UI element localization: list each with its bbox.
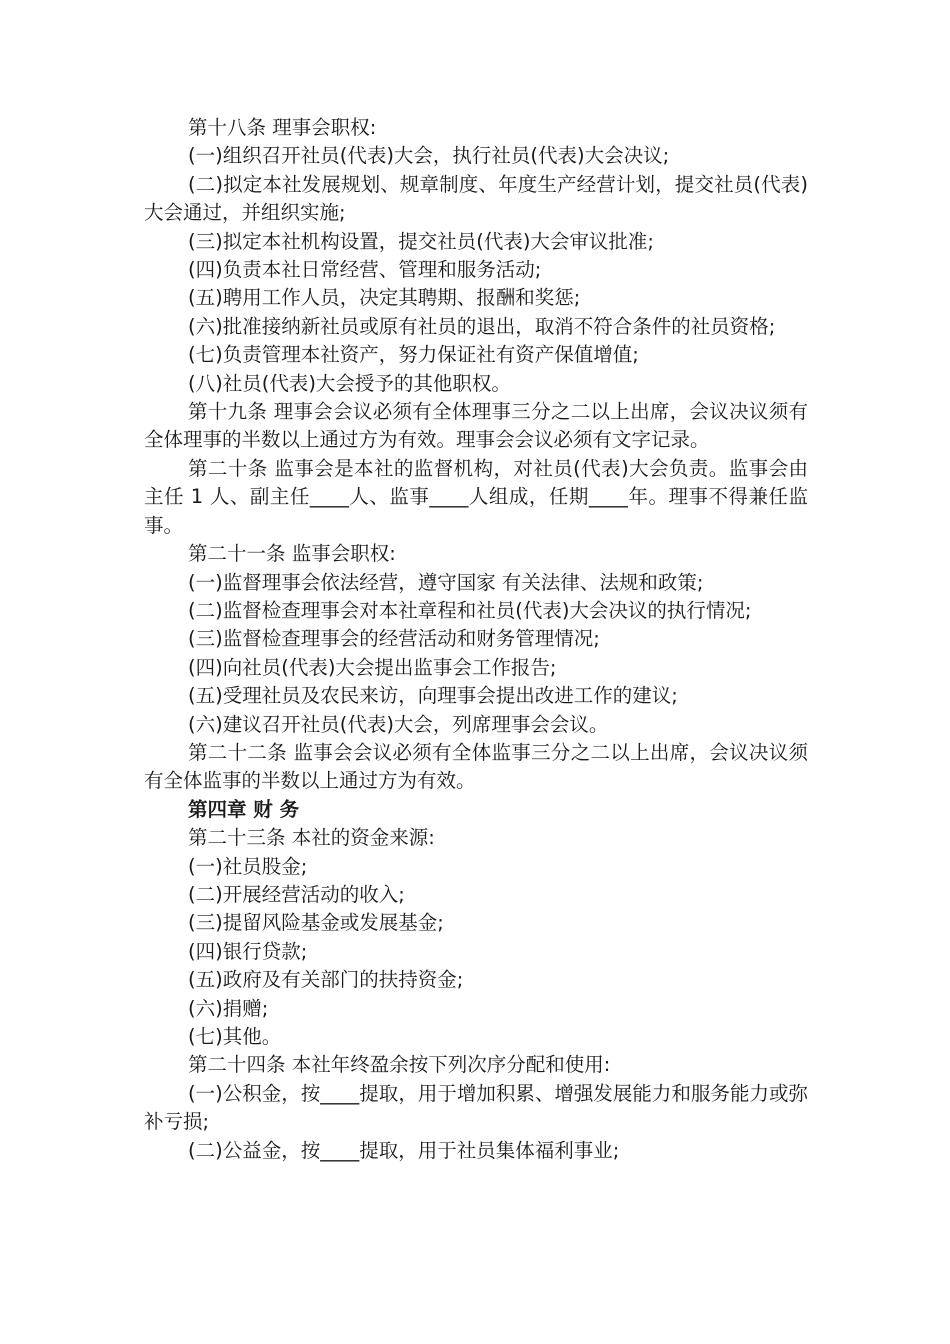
list-item: (二)开展经营活动的收入; <box>188 882 405 906</box>
article-21-title: 第二十一条 监事会职权: <box>188 542 396 566</box>
list-item: (五)政府及有关部门的扶持资金; <box>188 968 464 992</box>
article-18-title: 第十八条 理事会职权: <box>188 116 377 139</box>
list-item: (一)社员股金; <box>188 854 308 878</box>
list-item: (七)负责管理本社资产，努力保证社有资产保值增值; <box>188 343 639 367</box>
article-24-title: 第二十四条 本社年终盈余按下列次序分配和使用: <box>188 1053 611 1077</box>
list-item: (一)组织召开社员(代表)大会，执行社员(代表)大会决议; <box>188 144 670 168</box>
list-item: (七)其他。 <box>188 1025 282 1048</box>
list-item: (五)受理社员及农民来访，向理事会提出改进工作的建议; <box>188 684 678 708</box>
chapter-4-heading: 第四章 财 务 <box>188 797 300 821</box>
list-item: (一)公积金，按____提取，用于增加积累、增强发展能力和服务能力或弥补亏损; <box>144 1081 808 1134</box>
article-20: 第二十条 监事会是本社的监督机构，对社员(代表)大会负责。监事会由主任 1 人、副主任____人、监事____人组成，任期____年。理事不得兼任监事。 <box>144 456 808 537</box>
list-item: (六)建议召开社员(代表)大会，列席理事会会议。 <box>188 712 609 736</box>
list-item: (四)向社员(代表)大会提出监事会工作报告; <box>188 655 557 679</box>
list-item: (六)捐赠; <box>188 996 269 1020</box>
list-item: (三)监督检查理事会的经营活动和财务管理情况; <box>188 627 600 651</box>
list-item: (二)监督检查理事会对本社章程和社员(代表)大会决议的执行情况; <box>188 598 752 622</box>
list-item: (五)聘用工作人员，决定其聘期、报酬和奖惩; <box>188 286 581 310</box>
list-item: (八)社员(代表)大会授予的其他职权。 <box>188 371 511 395</box>
list-item: (四)负责本社日常经营、管理和服务活动; <box>188 258 542 282</box>
list-item: (一)监督理事会依法经营，遵守国家 有关法律、法规和政策; <box>188 570 704 594</box>
list-item: (三)提留风险基金或发展基金; <box>188 911 444 935</box>
document-body <box>144 114 808 1165</box>
list-item: (二)公益金，按____提取，用于社员集体福利事业; <box>188 1138 620 1162</box>
article-19: 第十九条 理事会会议必须有全体理事三分之二以上出席，会议决议须有全体理事的半数以上通过方为有效。理事会会议必须有文字记录。 <box>144 400 808 452</box>
article-22: 第二十二条 监事会会议必须有全体监事三分之二以上出席，会议决议须有全体监事的半数以上通过方为有效。 <box>144 740 808 793</box>
list-item: (六)批准接纳新社员或原有社员的退出，取消不符合条件的社员资格; <box>188 314 776 338</box>
article-23-title: 第二十三条 本社的资金来源: <box>188 826 435 850</box>
list-item: (二)拟定本社发展规划、规章制度、年度生产经营计划，提交社员(代表)大会通过，并组织实施; <box>144 172 808 225</box>
list-item: (三)拟定本社机构设置，提交社员(代表)大会审议批准; <box>188 229 655 253</box>
list-item: (四)银行贷款; <box>188 939 308 963</box>
